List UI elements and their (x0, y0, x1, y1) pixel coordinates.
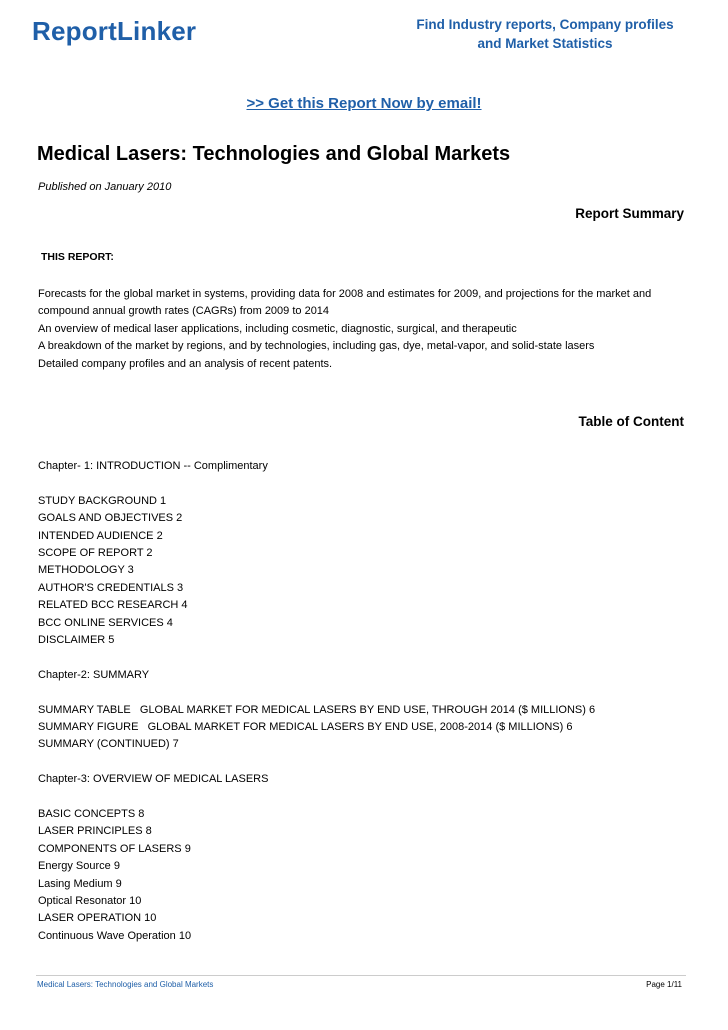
this-report-label: THIS REPORT: (41, 251, 114, 263)
toc-entry: GOALS AND OBJECTIVES 2 (38, 512, 183, 525)
toc-entry: LASER OPERATION 10 (38, 912, 157, 925)
summary-body (38, 286, 678, 373)
report-summary-heading: Report Summary (575, 206, 684, 221)
reportlinker-logo[interactable]: ReportLinker (32, 16, 197, 46)
toc-entry: SUMMARY (CONTINUED) 7 (38, 738, 179, 751)
toc-entry: Continuous Wave Operation 10 (38, 929, 192, 942)
toc-entry: SCOPE OF REPORT 2 (38, 547, 153, 560)
toc-entry: BCC ONLINE SERVICES 4 (38, 616, 173, 629)
toc-entry: Energy Source 9 (38, 860, 120, 873)
tagline-line-2: and Market Statistics (477, 36, 613, 51)
table-of-content (38, 458, 698, 945)
toc-chapter-title: Chapter- 1: INTRODUCTION -- Complimentary (38, 460, 268, 472)
toc-entry: SUMMARY FIGURE GLOBAL MARKET FOR MEDICAL LASERS BY END USE, 2008-2014 ($ MILLIONS) 6 (38, 721, 573, 734)
summary-line: Detailed company profiles and an analysis of recent patents. (38, 357, 333, 370)
toc-entry: Lasing Medium 9 (38, 877, 122, 890)
toc-entry: RELATED BCC RESEARCH 4 (38, 599, 188, 612)
summary-line: A breakdown of the market by regions, and by technologies, including gas, dye, metal-vapor, and solid-state lasers (38, 340, 595, 353)
toc-entry: SUMMARY TABLE GLOBAL MARKET FOR MEDICAL LASERS BY END USE, THROUGH 2014 ($ MILLIONS) 6 (38, 703, 596, 716)
published-date: Published on January 2010 (38, 181, 172, 193)
toc-entry: STUDY BACKGROUND 1 (38, 494, 167, 507)
toc-entry: AUTHOR'S CREDENTIALS 3 (38, 581, 184, 594)
summary-line: compound annual growth rates (CAGRs) from 2009 to 2014 (38, 305, 330, 318)
tagline-line-1: Find Industry reports, Company profiles (416, 17, 674, 32)
toc-chapter-title: Chapter-2: SUMMARY (38, 668, 150, 681)
footer-report-link[interactable]: Medical Lasers: Technologies and Global Markets (37, 980, 214, 989)
toc-entry: METHODOLOGY 3 (38, 564, 134, 577)
toc-entry: BASIC CONCEPTS 8 (38, 808, 145, 821)
toc-entry: COMPONENTS OF LASERS 9 (38, 842, 191, 855)
toc-entry: Optical Resonator 10 (38, 895, 142, 908)
summary-line: An overview of medical laser applications, including cosmetic, diagnostic, surgical, and therapeutic (38, 322, 517, 335)
toc-entry: LASER PRINCIPLES 8 (38, 825, 152, 838)
get-report-by-email-link[interactable]: >> Get this Report Now by email! (246, 95, 482, 112)
table-of-content-heading: Table of Content (578, 414, 684, 429)
summary-line: Forecasts for the global market in systems, providing data for 2008 and estimates for 2009, and projections for the market and (38, 288, 652, 300)
report-title: Medical Lasers: Technologies and Global Markets (37, 143, 511, 165)
page-number: Page 1/11 (646, 980, 682, 989)
toc-entry: INTENDED AUDIENCE 2 (38, 529, 163, 542)
footer-divider (36, 975, 686, 976)
toc-chapter-title: Chapter-3: OVERVIEW OF MEDICAL LASERS (38, 773, 269, 786)
toc-entry: DISCLAIMER 5 (38, 634, 115, 647)
header-tagline (380, 15, 710, 53)
